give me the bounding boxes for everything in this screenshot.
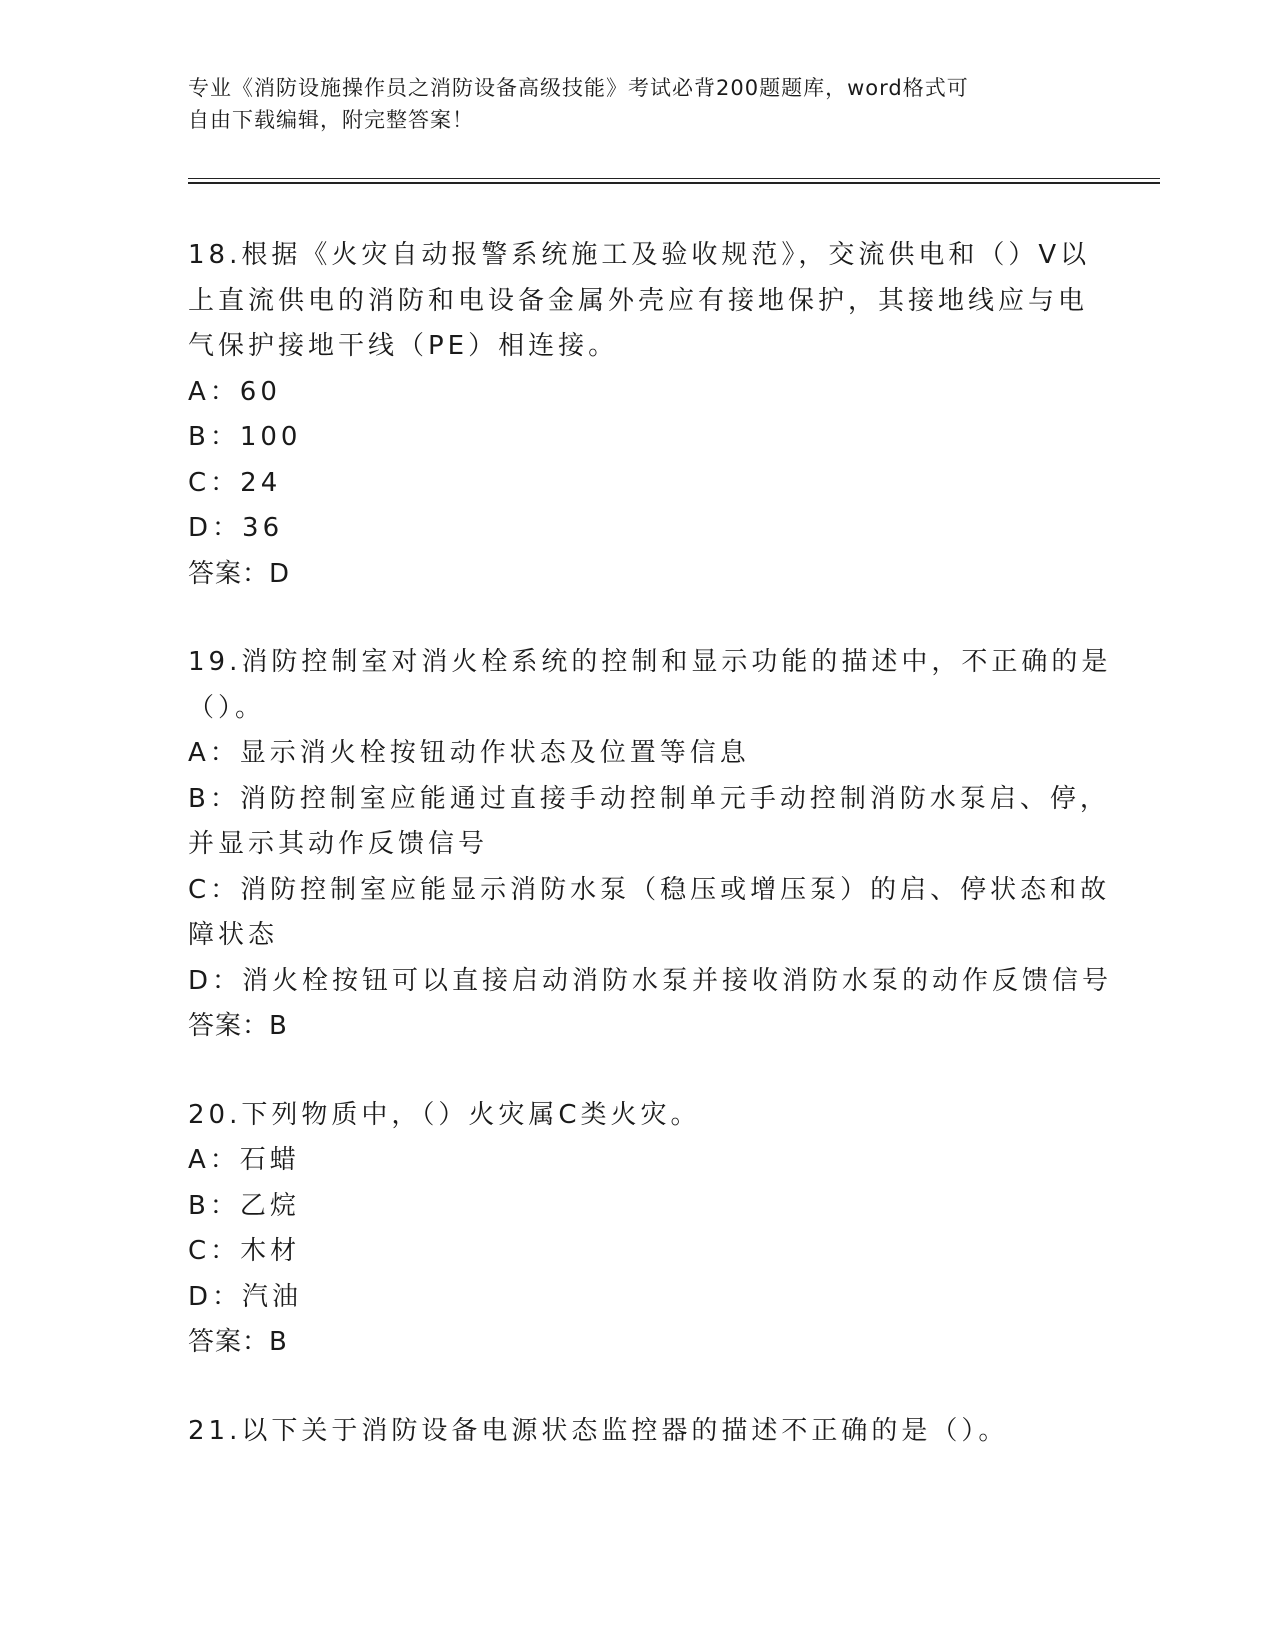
question-21	[188, 1409, 1088, 1455]
question-stem: （）。	[188, 692, 266, 723]
question-stem: 气保护接地干线（PE）相连接。	[188, 331, 619, 361]
option-d: D：消火栓按钮可以直接启动消防水泵并接收消防水泵的动作反馈信号	[188, 965, 1113, 996]
question-stem: 20.下列物质中，（）火灾属C类火灾。	[188, 1099, 701, 1130]
option-d: D：36	[188, 513, 284, 543]
option-b-continued: 并显示其动作反馈信号	[188, 829, 489, 859]
question-list	[188, 233, 1113, 1497]
question-stem: 18.根据《火灾自动报警系统施工及验收规范》，交流供电和（）V以	[188, 240, 1091, 270]
answer-text: 答案：B	[188, 1011, 288, 1041]
option-a: A：60	[188, 376, 281, 407]
option-c-continued: 障状态	[188, 920, 279, 950]
header-divider	[188, 178, 1160, 179]
option-c: C：木材	[188, 1236, 301, 1266]
option-b: B：乙烷	[188, 1190, 300, 1221]
question-18	[188, 233, 1091, 597]
option-a: A：显示消火栓按钮动作状态及位置等信息	[188, 738, 750, 768]
option-d: D：汽油	[188, 1281, 303, 1312]
option-c: C：24	[188, 467, 282, 498]
question-stem: 上直流供电的消防和电设备金属外壳应有接地保护，其接地线应与电	[188, 285, 1089, 316]
question-stem: 21.以下关于消防设备电源状态监控器的描述不正确的是（）。	[188, 1415, 1009, 1446]
document-header	[188, 72, 1088, 136]
option-c: C：消防控制室应能显示消防水泵（稳压或增压泵）的启、停状态和故	[188, 874, 1111, 905]
option-a: A：石蜡	[188, 1145, 300, 1175]
question-stem: 19.消防控制室对消火栓系统的控制和显示功能的描述中，不正确的是	[188, 647, 1112, 677]
answer-text: 答案：B	[188, 1327, 288, 1357]
header-line: 自由下载编辑，附完整答案！	[188, 108, 474, 132]
option-b: B：消防控制室应能通过直接手动控制单元手动控制消防水泵启、停，	[188, 783, 1110, 814]
header-line: 专业《消防设施操作员之消防设备高级技能》考试必背200题题库，word格式可	[188, 76, 969, 100]
answer-text: 答案：D	[188, 558, 291, 589]
question-19	[188, 640, 1113, 1050]
header-divider	[188, 182, 1160, 184]
question-20	[188, 1093, 1088, 1366]
option-b: B：100	[188, 422, 302, 452]
